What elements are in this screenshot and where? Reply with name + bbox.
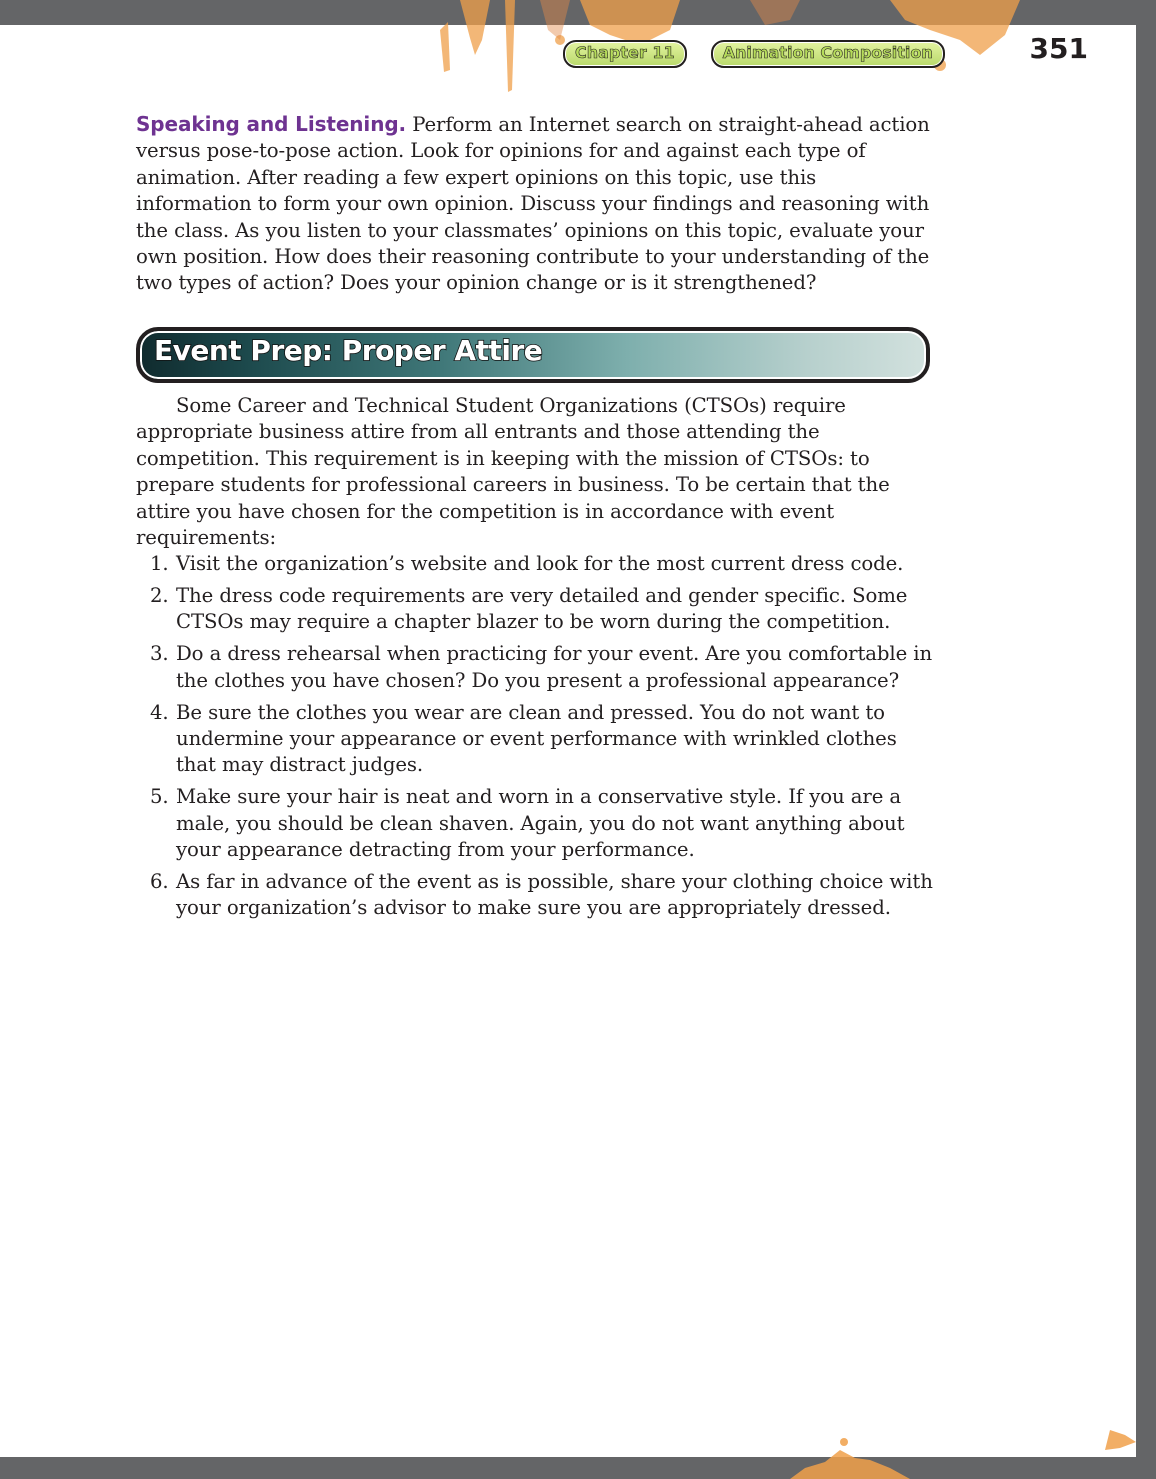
step-item (136, 700, 936, 779)
event-prep-title: Event Prep: Proper Attire (154, 334, 543, 367)
step-item (136, 551, 936, 577)
step-number: 5. (150, 785, 169, 809)
step-text: Be sure the clothes you wear are clean and pressed. You do not want to undermine your appearance or event performance with wrinkled clothes that may distract judges. (176, 700, 897, 777)
chapter-title-tab: Animation Composition (711, 40, 945, 68)
step-text: The dress code requirements are very detailed and gender specific. Some CTSOs may require a chapter blazer to be worn during the competition. (176, 583, 908, 634)
step-text: Make sure your hair is neat and worn in a conservative style. If you are a male, you should be clean shaven. Again, you do not want anything about your appearance detracting from your performance. (176, 785, 905, 862)
speaking-listening-paragraph (136, 111, 936, 297)
event-prep-banner (136, 327, 930, 383)
speaking-listening-lead: Speaking and Listening. (136, 112, 407, 136)
step-item (136, 869, 936, 922)
step-item (136, 641, 936, 694)
step-item (136, 784, 936, 863)
step-number: 6. (150, 869, 169, 893)
step-text: As far in advance of the event as is possible, share your clothing choice with your organization’s advisor to make sure you are appropriately dressed. (176, 869, 933, 920)
step-item (136, 583, 936, 636)
speaking-listening-body: Perform an Internet search on straight-ahead action versus pose-to-pose action. Look for opinions for and against each type of animation. After reading a few expert opinions on this topic, use this information to form your own opinion. Discuss your findings and reasoning with the class. As you listen to your classmates’ opinions on this topic, evaluate your own position. How does their reasoning contribute to your understanding of the two types of action? Does your opinion change or is it strengthened? (136, 113, 930, 295)
paint-splatter-bottom (780, 1420, 1156, 1479)
chapter-number-tab: Chapter 11 (563, 40, 687, 68)
step-number: 4. (150, 700, 169, 724)
step-number: 1. (150, 552, 169, 575)
chapter-tabs (563, 40, 945, 68)
step-text: Do a dress rehearsal when practicing for your event. Are you comfortable in the clothes you have chosen? Do you present a professional appearance? (176, 642, 933, 692)
step-number: 2. (150, 583, 169, 607)
event-prep-intro: Some Career and Technical Student Organizations (CTSOs) require appropriate business attire from all entrants and those attending the competition. This requirement is in keeping with the mission of CTSOs: to prepare students for professional careers in business. To be certain that the attire you have chosen for the competition is in accordance with event requirements: (136, 394, 890, 550)
event-prep-steps (136, 551, 936, 927)
page-number: 351 (1029, 32, 1088, 65)
step-number: 3. (150, 642, 169, 666)
right-border-bar (1136, 0, 1156, 1479)
step-text: Visit the organization’s website and look for the most current dress code. (176, 552, 904, 575)
